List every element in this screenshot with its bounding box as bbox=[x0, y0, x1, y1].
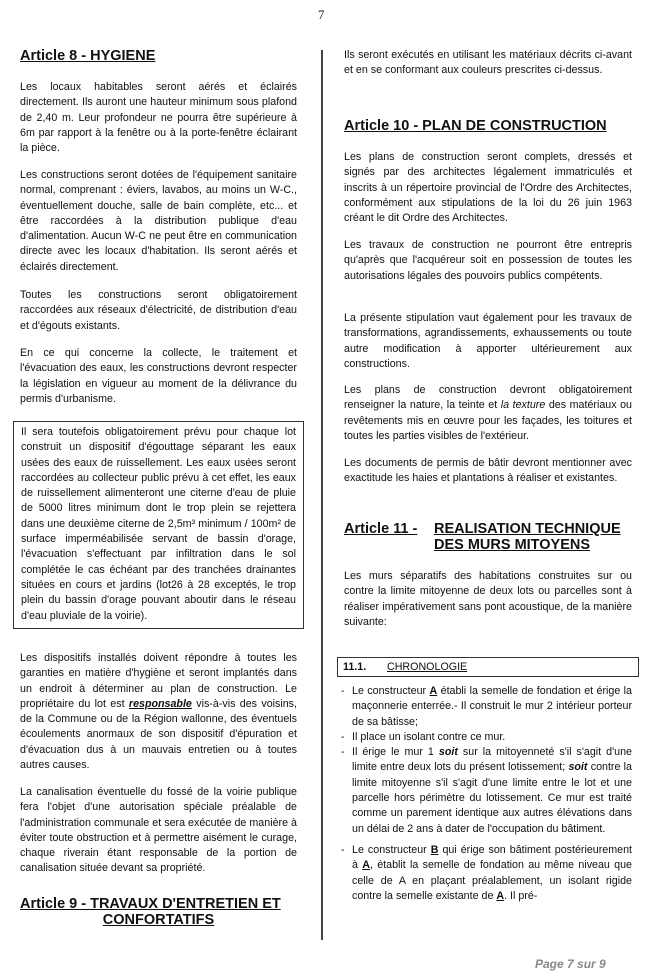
article-8-paragraph-6: La canalisation éventuelle du fossé de la voirie publique fera l'objet d'une autorisation spéciale préalable de l'administration communale et sera exécutée de manière à éviter toute obstruction et à permettre aisément le curage, chaque riverain étant responsable de la portion de canalisation située devant sa propriété. bbox=[20, 786, 297, 875]
article-8-paragraph-4: En ce qui concerne la collecte, le traitement et l'évacuation des eaux, les constructions devront respecter la législation en vigueur au moment de la délivrance du permis d'urbanisme. bbox=[20, 347, 297, 405]
article-11-title-line-2: DES MURS MITOYENS bbox=[434, 537, 591, 553]
text-run: Il érige le mur 1 bbox=[352, 746, 439, 759]
constructor-a-label: A bbox=[362, 859, 370, 872]
chronology-list bbox=[340, 684, 632, 904]
page-footer: Page 7 sur 9 bbox=[535, 957, 606, 971]
article-11-label: Article 11 - bbox=[344, 521, 418, 537]
text-run: . Il pré- bbox=[504, 889, 538, 902]
article-9-heading bbox=[20, 896, 297, 928]
constructor-a-label: A bbox=[429, 685, 438, 697]
text-run: établi la semelle de fondation et érige la maçonnerie enterrée.- Il construit le mur 2 intérieur porteur de sa bâtisse; bbox=[352, 685, 632, 728]
emphasis-soit: soit bbox=[438, 746, 458, 759]
article-10-paragraph-2: Les travaux de construction ne pourront être entrepris qu'après que l'acquéreur soit en possession de toutes les autorisations légales des pouvoirs publics compétents. bbox=[344, 239, 632, 282]
text-run: Le constructeur bbox=[352, 843, 431, 856]
page-number-top: 7 bbox=[318, 7, 325, 22]
article-9-heading-line-2: CONFORTATIFS bbox=[102, 912, 215, 928]
text-run: , établit la semelle de fondation au même niveau que celle de A en plaçant préalablement, un isolant rigide contre la semelle existante de bbox=[352, 859, 632, 902]
article-10-paragraph-3: La présente stipulation vaut également pour les travaux de transformations, agrandissements, exhaussements ou toute autre modification à apporter ultérieurement aux constructions. bbox=[344, 312, 632, 370]
list-item bbox=[340, 843, 632, 904]
article-10-paragraph-4 bbox=[344, 383, 632, 444]
text-run: des matériaux ou revêtements mis en œuvre pour les façades, les toitures et toutes les parties visibles de l'extérieur. bbox=[344, 399, 632, 442]
article-8-paragraph-1: Les locaux habitables seront aérés et éclairés directement. Ils auront une hauteur minimum sous plafond de 2,40 m. Leur profondeur ne pourra être supérieure à 6m par rapport à la fenêtre ou à la porte-fenêtre éclairant la pièce. bbox=[20, 81, 297, 155]
drainage-notice-box bbox=[13, 421, 304, 629]
section-number: 11.1. bbox=[343, 661, 367, 673]
text-run: Le constructeur bbox=[352, 685, 430, 697]
article-8-heading: Article 8 - HYGIENE bbox=[20, 48, 156, 64]
emphasis-la-texture: la texture bbox=[500, 399, 546, 412]
text-run: Il place un isolant contre ce mur. bbox=[352, 730, 506, 743]
article-8-paragraph-5 bbox=[20, 651, 297, 773]
article-10-heading: Article 10 - PLAN DE CONSTRUCTION bbox=[344, 118, 607, 134]
text-run: Les dispositifs installés doivent répondre à toutes les garanties en matière d'hygiène et seront implantés dans un endroit à déterminer au plan de construction. Le propriétaire du lot est bbox=[20, 652, 297, 710]
article-8-paragraph-2: Les constructions seront dotées de l'équipement sanitaire normal, comprenant : éviers, lavabos, au moins un W-C., éventuellement douche, salle de bain complète, etc... et être raccordées à la distribution publique d'eau d'alimentation. Aucun W-C ne peut être en communication directe avec les locaux d'habitation. Ils seront aérés et éclairés directement. bbox=[20, 169, 297, 273]
text-run: contre la limite mitoyenne s'il s'agit d'une limite entre le lot et une parcelle hors périmètre du lotissement. Ce mur est traité comme un parement identique aux autres élévations dans un délai de 2 ans à dater de l'occupation du bâtiment. bbox=[352, 761, 632, 835]
section-title: CHRONOLOGIE bbox=[387, 661, 468, 673]
article-11-heading bbox=[344, 521, 632, 553]
list-item bbox=[340, 684, 632, 730]
constructor-a-label: A bbox=[496, 889, 505, 902]
article-10-paragraph-5: Les documents de permis de bâtir devront mentionner avec exactitude les haies et plantations à réaliser et existantes. bbox=[344, 457, 632, 485]
drainage-notice-text: Il sera toutefois obligatoirement prévu pour chaque lot construit un dispositif d'égouttage séparant les eaux usées des eaux de ruissellement. Les eaux usées seront raccordées au collecteur public prévu à cet effet, les eaux de ruissellement alimenteront une citerne d'eau de pluie de 5000 litres minimum dont le trop plein se rejettera dans une deuxième citerne de 2,5m³ minimum / 100m² de surface imperméabilisée servant de bassin d'orage, l'évacuation s'effectuant par infiltration dans le sol complétée le cas échéant par des tranchées drainantes situées en cours et jardins (lot26 à 28 exceptés, le trop plein du bassin d'orage pouvant aboutir dans le réseau d'eau pluviale de la voirie). bbox=[21, 426, 296, 622]
emphasis-responsable: responsable bbox=[128, 697, 192, 710]
text-run: Les plans de construction devront obligatoirement renseigner la nature, la teinte et bbox=[344, 384, 632, 412]
article-10-paragraph-1: Les plans de construction seront complets, dressés et signés par des architectes légalement immatriculés et inscrits à un répertoire provincial de l'Ordre des Architectes, conformément aux stipulations de la loi du 26 juin 1963 créant le dit Ordre des Architectes. bbox=[344, 151, 632, 225]
constructor-b-label: B bbox=[430, 843, 439, 856]
article-9-continuation: Ils seront exécutés en utilisant les matériaux décrits ci-avant et en se conformant aux couleurs prescrites ci-dessus. bbox=[344, 49, 632, 77]
emphasis-soit: soit bbox=[568, 761, 588, 774]
article-11-title bbox=[434, 521, 621, 553]
text-run: qui érige son bâtiment postérieurement à bbox=[352, 843, 633, 872]
article-9-heading-line-1: Article 9 - TRAVAUX D'ENTRETIEN ET bbox=[20, 896, 281, 912]
list-item bbox=[340, 745, 632, 837]
text-run: vis-à-vis des voisins, de la Commune ou de la Région wallonne, des éventuels écoulements anormaux de son dispositif d'épuration et d'évacuation dus à un mauvais entretien ou à toutes autres causes. bbox=[20, 697, 297, 772]
column-divider bbox=[321, 50, 323, 940]
article-11-title-line-1: REALISATION TECHNIQUE bbox=[434, 521, 621, 537]
article-8-paragraph-3: Toutes les constructions seront obligatoirement raccordées aux réseaux d'électricité, de distribution d'eau et d'égouts existants. bbox=[20, 289, 297, 332]
section-11-1-heading-box bbox=[337, 657, 639, 677]
text-run: sur la mitoyenneté s'il s'agit d'une limite entre deux lots du présent lotissement; bbox=[352, 746, 632, 774]
article-11-paragraph-1: Les murs séparatifs des habitations construites sur ou contre la limite mitoyenne de deux lots ou parcelles sont à réaliser impérativement sans pont acoustique, de la manière suivante: bbox=[344, 570, 632, 628]
list-item bbox=[340, 730, 632, 745]
